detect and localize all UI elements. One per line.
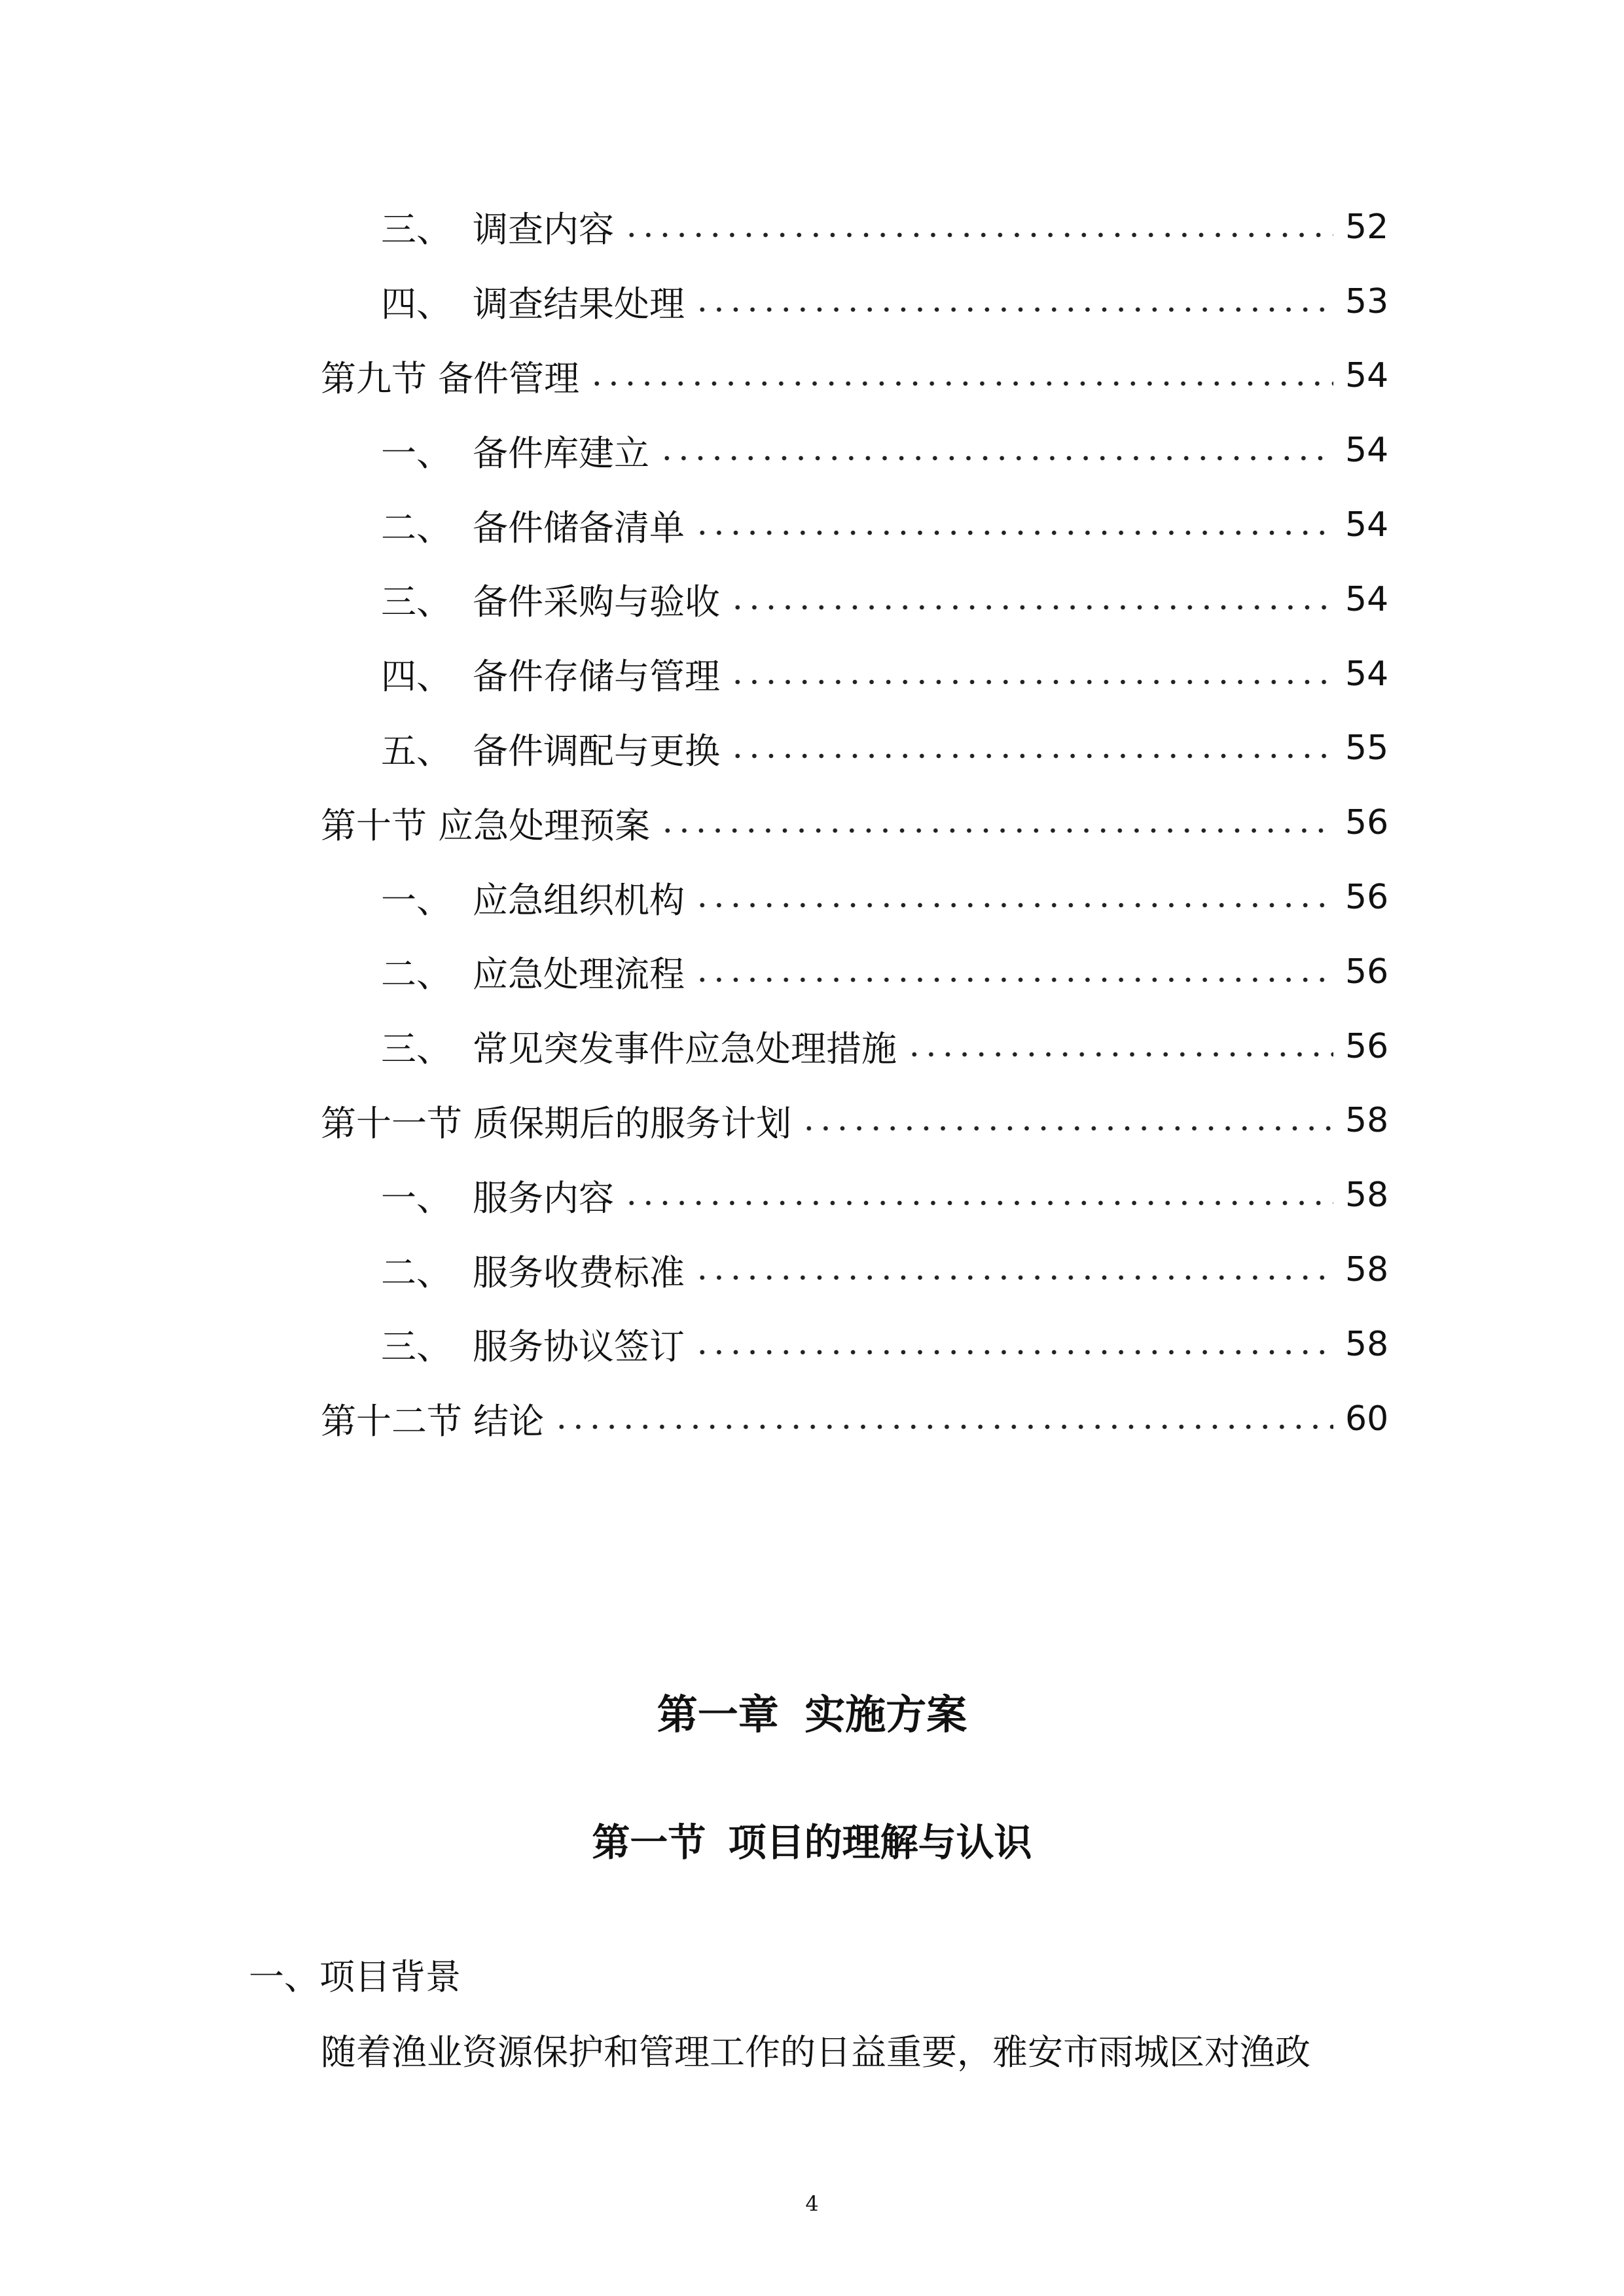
toc-dot-leader <box>694 1273 1333 1282</box>
toc-entry-title: 调查内容 <box>473 209 614 251</box>
toc-entry[interactable] <box>321 1009 1389 1084</box>
toc-entry-title: 常见突发事件应急处理措施 <box>473 1028 897 1070</box>
toc-entry-title: 第十一节 质保期后的服务计划 <box>321 1102 792 1144</box>
toc-entry-page: 56 <box>1345 1026 1389 1066</box>
toc-dot-leader <box>553 1422 1333 1431</box>
toc-entry-page: 56 <box>1345 878 1389 918</box>
toc-entry[interactable] <box>321 488 1389 562</box>
body-paragraph: 随着渔业资源保护和管理工作的日益重要，雅安市雨城区对渔政 <box>321 2032 1310 2073</box>
toc-entry-page: 56 <box>1345 952 1389 992</box>
toc-entry[interactable] <box>321 1382 1389 1456</box>
toc-dot-leader <box>694 305 1333 314</box>
toc-entry-title: 备件调配与更换 <box>473 730 720 772</box>
toc-entry[interactable] <box>321 1307 1389 1382</box>
toc-entry-title: 第十节 应急处理预案 <box>321 804 651 846</box>
toc-entry-number: 三、 <box>381 1326 452 1368</box>
toc-entry[interactable] <box>321 637 1389 711</box>
toc-dot-leader <box>906 1050 1333 1059</box>
toc-dot-leader <box>623 230 1333 240</box>
chapter-title: 第一章 实施方案 <box>657 1691 967 1738</box>
toc-entry-number: 四、 <box>381 283 452 325</box>
toc-entry-number: 一、 <box>381 1177 452 1219</box>
subsection-heading: 一、项目背景 <box>249 1956 461 1998</box>
toc-entry-title: 服务内容 <box>473 1177 614 1219</box>
toc-dot-leader <box>659 826 1333 835</box>
toc-entry-page: 52 <box>1345 207 1389 247</box>
toc-entry-title: 备件库建立 <box>473 432 649 474</box>
toc-entry-number: 三、 <box>381 1028 452 1070</box>
toc-entry-title: 备件采购与验收 <box>473 581 720 623</box>
toc-dot-leader <box>623 1198 1333 1208</box>
toc-dot-leader <box>729 603 1333 612</box>
toc-entry-number: 三、 <box>381 209 452 251</box>
toc-entry-title: 第九节 备件管理 <box>321 357 580 399</box>
toc-entry-page: 58 <box>1345 1101 1389 1141</box>
toc-dot-leader <box>729 677 1333 687</box>
toc-dot-leader <box>694 528 1333 537</box>
toc-entry-page: 58 <box>1345 1250 1389 1290</box>
toc-entry-title: 应急组织机构 <box>473 879 685 921</box>
toc-entry[interactable] <box>321 935 1389 1009</box>
toc-entry[interactable] <box>321 1158 1389 1232</box>
toc-entry[interactable] <box>321 1232 1389 1307</box>
toc-entry-page: 60 <box>1345 1399 1389 1439</box>
toc-entry-title: 备件存储与管理 <box>473 656 720 698</box>
toc-dot-leader <box>659 454 1333 463</box>
table-of-contents <box>321 190 1389 1456</box>
toc-dot-leader <box>694 975 1333 984</box>
toc-entry[interactable] <box>321 1084 1389 1158</box>
toc-entry-page: 55 <box>1345 728 1389 768</box>
toc-entry-number: 四、 <box>381 656 452 698</box>
toc-entry-title: 服务协议签订 <box>473 1326 685 1368</box>
toc-entry-number: 二、 <box>381 954 452 996</box>
toc-entry-number: 五、 <box>381 730 452 772</box>
toc-entry-title: 调查结果处理 <box>473 283 685 325</box>
toc-entry-page: 54 <box>1345 356 1389 396</box>
toc-entry-page: 56 <box>1345 803 1389 843</box>
toc-entry[interactable] <box>321 860 1389 935</box>
toc-entry-number: 二、 <box>381 507 452 548</box>
toc-entry[interactable] <box>321 785 1389 860</box>
toc-entry-number: 一、 <box>381 432 452 474</box>
toc-entry-page: 54 <box>1345 431 1389 471</box>
toc-entry-title: 第十二节 结论 <box>321 1401 545 1443</box>
toc-entry-number: 二、 <box>381 1251 452 1293</box>
toc-dot-leader <box>729 751 1333 761</box>
toc-entry-page: 54 <box>1345 579 1389 619</box>
section-title: 第一节 项目的理解与认识 <box>592 1820 1032 1865</box>
toc-entry-title: 服务收费标准 <box>473 1251 685 1293</box>
toc-entry-title: 应急处理流程 <box>473 954 685 996</box>
toc-entry-title: 备件储备清单 <box>473 507 685 548</box>
toc-dot-leader <box>801 1124 1333 1133</box>
toc-entry[interactable] <box>321 339 1389 414</box>
toc-entry-number: 一、 <box>381 879 452 921</box>
toc-entry[interactable] <box>321 562 1389 637</box>
toc-entry-page: 58 <box>1345 1175 1389 1215</box>
toc-entry-page: 54 <box>1345 654 1389 694</box>
page-number: 4 <box>805 2191 819 2216</box>
toc-dot-leader <box>694 901 1333 910</box>
toc-entry[interactable] <box>321 711 1389 786</box>
toc-entry-page: 58 <box>1345 1324 1389 1364</box>
toc-entry-number: 三、 <box>381 581 452 623</box>
toc-entry[interactable] <box>321 190 1389 264</box>
toc-dot-leader <box>588 379 1333 388</box>
toc-entry-page: 53 <box>1345 281 1389 321</box>
toc-entry[interactable] <box>321 413 1389 488</box>
toc-entry[interactable] <box>321 264 1389 339</box>
toc-dot-leader <box>694 1348 1333 1357</box>
toc-entry-page: 54 <box>1345 505 1389 545</box>
